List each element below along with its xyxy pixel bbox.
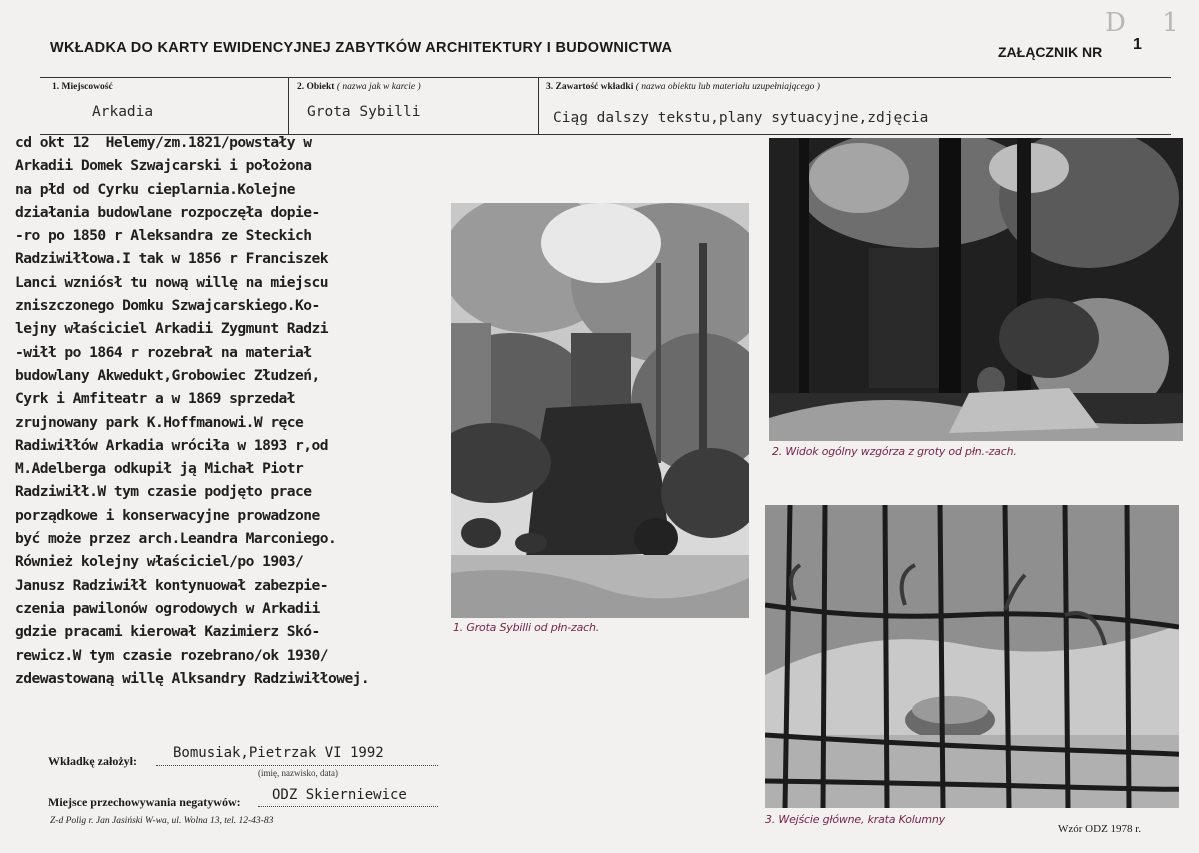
negatives-value: ODZ Skierniewice	[272, 787, 407, 803]
photo-1-caption: 1. Grota Sybilli od płn-zach.	[453, 621, 600, 634]
locality-label-text: 1. Miejscowość	[52, 82, 113, 92]
photo-3-caption: 3. Wejście główne, krata Kolumny	[765, 813, 945, 826]
contents-label	[546, 82, 820, 92]
negatives-dotline	[258, 806, 438, 807]
object-label-text: 2. Obiekt	[297, 82, 335, 92]
attachment-label: ZAŁĄCZNIK NR	[998, 44, 1103, 60]
form-code: Wzór ODZ 1978 r.	[1058, 823, 1142, 835]
photo-3-image	[765, 505, 1179, 808]
photo-2-caption: 2. Widok ogólny wzgórza z groty od płn.-zach.	[772, 445, 1017, 458]
created-by-dotline	[156, 765, 438, 766]
object-label	[297, 82, 421, 92]
col-divider-1	[288, 77, 289, 134]
created-by-value: Bomusiak,Pietrzak VI 1992	[173, 745, 384, 761]
contents-value: Ciąg dalszy tekstu,plany sytuacyjne,zdjęcia	[553, 110, 929, 126]
locality-value: Arkadia	[92, 104, 154, 120]
table-top-rule	[40, 77, 1171, 78]
card-title: WKŁADKA DO KARTY EWIDENCYJNEJ ZABYTKÓW ARCHITEKTURY I BUDOWNICTWA	[50, 40, 673, 56]
created-by-hint: (imię, nazwisko, data)	[258, 768, 338, 778]
contents-label-text: 3. Zawartość wkładki	[546, 82, 634, 92]
photo-1-grotto	[451, 203, 749, 618]
locality-label	[52, 82, 113, 92]
corner-pencil-mark: D 1	[1105, 8, 1193, 38]
printer-imprint: Z-d Polig r. Jan Jasiński W-wa, ul. Wolna 13, tel. 12-43-83	[50, 816, 274, 826]
contents-label-hint: ( nazwa obiektu lub materiału uzupełniającego )	[635, 82, 820, 92]
attachment-number: 1	[1133, 36, 1142, 53]
photo-2-view	[769, 138, 1183, 441]
continuation-text: cd okt 12 Helemy/zm.1821/powstały w Arkadii Domek Szwajcarski i położona na płd od Cyrku cieplarnia.Kolejne działania budowlane rozpoczęła dopie- -ro po 1850 r Aleksandra ze Steckich Radziwiłłowa.I tak w 1856 r Franciszek Lanci wzniósł tu nową willę na miejscu zniszczonego Domku Szwajcarskiego.Ko- lejny właściciel Arkadii Zygmunt Radzi -wiłł po 1864 r rozebrał na materiał budowlany Akwedukt,Grobowiec Złudzeń, Cyrk i Amfiteatr a w 1869 sprzedał zrujnowany park K.Hoffmanowi.W ręce Radiwiłłów Arkadia wróciła w 1893 r,od M.Adelberga odkupił ją Michał Piotr Radziwiłł.W tym czasie podjęto prace porządkowe i konserwacyjne prowadzone być może przez arch.Leandra Marconiego. Również kolejny właściciel/po 1903/ Janusz Radziwiłł kontynuował zabezpie- czenia pawilonów ogrodowych w Arkadii gdzie pracami kierował Kazimierz Skó- rewicz.W tym czasie rozebrano/ok 1930/ zdewastowaną willę Alksandry Radziwiłłowej.	[15, 134, 370, 687]
created-by-label: Wkładkę założył:	[48, 754, 137, 768]
negatives-label: Miejsce przechowywania negatywów:	[48, 795, 241, 809]
object-label-hint: ( nazwa jak w karcie )	[336, 82, 421, 92]
photo-2-image	[769, 138, 1183, 441]
object-value: Grota Sybilli	[307, 104, 421, 120]
photo-1-image	[451, 203, 749, 618]
col-divider-2	[538, 77, 539, 134]
photo-3-gate	[765, 505, 1179, 808]
